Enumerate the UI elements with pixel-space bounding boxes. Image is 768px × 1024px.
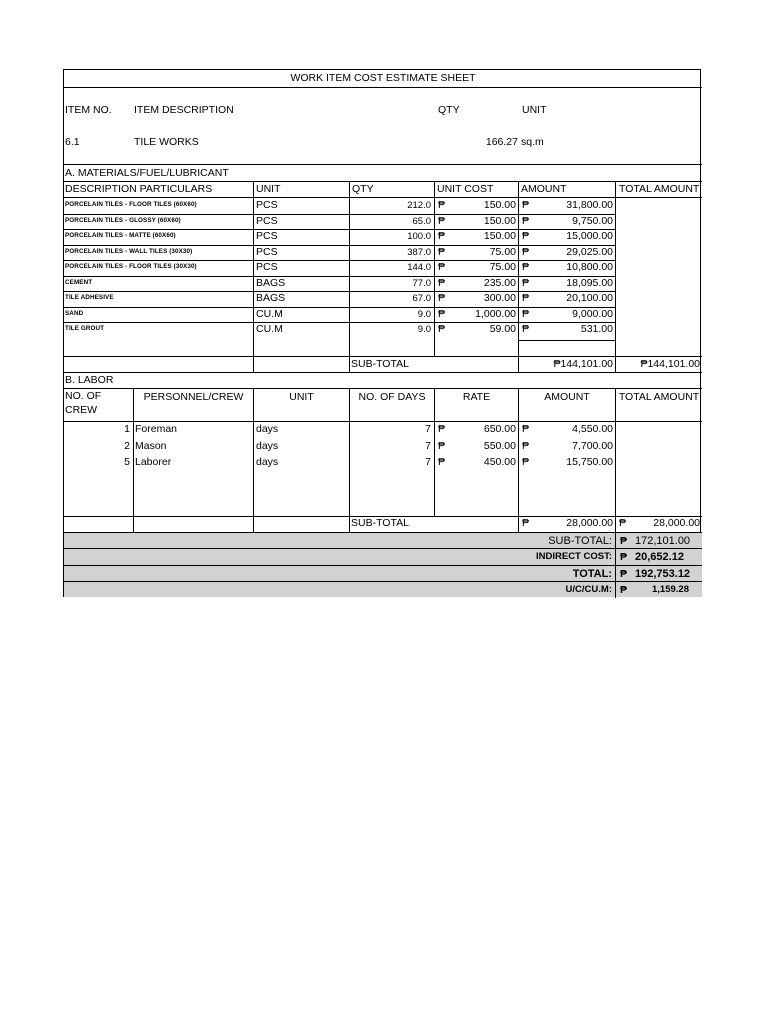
material-unit: BAGS	[256, 276, 286, 289]
material-description: PORCELAIN TILES - WALL TILES (30X30)	[65, 247, 193, 255]
col-labor-unit: UNIT	[289, 391, 314, 403]
divider	[64, 581, 702, 582]
peso-sign: ₱	[438, 214, 446, 227]
peso-sign: ₱	[438, 292, 446, 304]
col-labor-total: TOTAL AMOUNT	[618, 391, 700, 403]
labor-unit: days	[256, 439, 279, 452]
labor-crew-count: 5	[124, 456, 130, 468]
peso-sign: ₱	[620, 567, 628, 580]
divider	[349, 181, 350, 356]
materials-section-label: A. MATERIALS/FUEL/LUBRICANT	[65, 167, 229, 179]
labor-amount: 15,750.00	[566, 456, 613, 468]
divider	[133, 388, 134, 532]
material-description: PORCELAIN TILES - FLOOR TILES (60X60)	[65, 201, 197, 208]
item-no-value: 6.1	[65, 136, 80, 148]
labor-days: 7	[425, 456, 431, 468]
divider	[615, 181, 616, 356]
material-unit: PCS	[256, 261, 278, 273]
material-amount: 9,750.00	[572, 214, 613, 227]
divider	[64, 245, 615, 246]
peso-sign: ₱	[438, 323, 446, 335]
labor-rate: 650.00	[483, 423, 516, 435]
col-amount: AMOUNT	[521, 183, 567, 195]
peso-sign: ₱	[522, 230, 530, 242]
peso-sign: ₱	[522, 261, 530, 273]
material-unit-cost: 235.00	[483, 276, 516, 289]
material-unit: CU.M	[256, 307, 283, 320]
material-qty: 144.0	[407, 262, 431, 273]
material-qty: 100.0	[407, 231, 431, 242]
divider	[615, 388, 616, 532]
labor-personnel: Foreman	[135, 423, 178, 435]
divider	[615, 532, 616, 598]
labor-subtotal-amount: 28,000.00	[566, 517, 613, 529]
material-unit: PCS	[256, 245, 278, 258]
material-unit: PCS	[256, 214, 278, 227]
material-amount: 31,800.00	[566, 199, 613, 211]
peso-sign: ₱	[620, 583, 628, 596]
material-description: PORCELAIN TILES - FLOOR TILES (30X30)	[65, 263, 197, 270]
qty-value: 166.27	[485, 136, 518, 148]
divider	[434, 388, 435, 516]
summary-label: SUB-TOTAL:	[548, 535, 612, 547]
peso-sign: ₱	[522, 517, 530, 529]
material-amount: 10,800.00	[566, 261, 613, 273]
material-unit-cost: 300.00	[483, 292, 516, 304]
divider	[64, 388, 702, 389]
material-description: PORCELAIN TILES - GLOSSY (60X60)	[65, 216, 181, 224]
material-description: CEMENT	[65, 278, 93, 286]
divider	[518, 388, 519, 532]
material-unit-cost: 75.00	[489, 261, 516, 273]
item-no-label: ITEM NO.	[65, 104, 112, 116]
labor-unit: days	[256, 456, 279, 468]
peso-sign: ₱	[619, 517, 627, 529]
material-qty: 77.0	[412, 277, 431, 289]
peso-sign: ₱	[438, 245, 446, 258]
material-description: TILE GROUT	[65, 325, 105, 332]
material-description: TILE ADHESIVE	[65, 294, 114, 301]
divider	[64, 565, 702, 566]
material-unit-cost: 75.00	[489, 245, 516, 258]
summary-value: 192,753.12	[635, 567, 691, 580]
summary-label: TOTAL:	[572, 567, 612, 580]
summary-value: 172,101.00	[635, 535, 691, 547]
material-unit-cost: 150.00	[483, 199, 516, 211]
peso-sign: ₱	[438, 439, 446, 452]
qty-label: QTY	[438, 104, 460, 116]
material-amount: 18,095.00	[566, 276, 613, 289]
materials-subtotal-label: SUB-TOTAL	[351, 358, 409, 370]
divider	[349, 388, 350, 532]
labor-subtotal-label: SUB-TOTAL	[351, 517, 409, 529]
peso-sign: ₱	[438, 276, 446, 289]
divider	[518, 340, 615, 341]
material-amount: 9,000.00	[572, 307, 613, 320]
material-unit-cost: 150.00	[483, 214, 516, 227]
divider	[64, 548, 702, 549]
divider	[518, 356, 519, 372]
divider	[434, 181, 435, 356]
col-rate: RATE	[462, 391, 491, 403]
divider	[64, 291, 615, 292]
peso-sign: ₱	[522, 307, 530, 320]
peso-sign: ₱	[522, 423, 530, 435]
material-qty: 9.0	[417, 324, 431, 335]
material-amount: 531.00	[580, 323, 613, 335]
peso-sign: ₱	[438, 230, 446, 242]
peso-sign: ₱	[522, 276, 530, 289]
material-unit: PCS	[256, 230, 278, 242]
col-labor-amount: AMOUNT	[544, 391, 590, 403]
col-description: DESCRIPTION PARTICULARS	[65, 183, 213, 195]
col-unit-cost: UNIT COST	[437, 183, 494, 195]
labor-crew-count: 2	[124, 439, 130, 452]
labor-rate: 550.00	[483, 439, 516, 452]
peso-sign: ₱	[438, 423, 446, 435]
divider	[253, 388, 254, 532]
material-qty: 387.0	[407, 246, 431, 258]
material-unit: BAGS	[256, 292, 286, 304]
material-unit-cost: 1,000.00	[475, 307, 516, 320]
divider	[64, 229, 615, 230]
peso-sign: ₱	[522, 292, 530, 304]
peso-sign: ₱	[522, 323, 530, 335]
divider	[64, 164, 702, 165]
material-qty: 212.0	[407, 200, 431, 211]
divider	[64, 322, 615, 323]
materials-subtotal-total: ₱144,101.00	[640, 358, 700, 370]
material-unit-cost: 59.00	[489, 323, 516, 335]
col-total-amount: TOTAL AMOUNT	[619, 183, 700, 195]
material-qty: 67.0	[412, 293, 431, 304]
peso-sign: ₱	[438, 261, 446, 273]
labor-rate: 450.00	[483, 456, 516, 468]
material-unit: CU.M	[256, 323, 283, 335]
labor-personnel: Laborer	[135, 456, 172, 468]
peso-sign: ₱	[522, 214, 530, 227]
summary-value: 20,652.12	[635, 551, 684, 564]
divider	[64, 276, 615, 277]
divider	[253, 356, 254, 372]
peso-sign: ₱	[522, 456, 530, 468]
material-qty: 9.0	[417, 308, 431, 320]
divider	[349, 356, 350, 372]
peso-sign: ₱	[438, 456, 446, 468]
material-amount: 29,025.00	[566, 245, 613, 258]
col-qty: QTY	[352, 183, 374, 195]
peso-sign: ₱	[620, 551, 628, 564]
sheet-title: WORK ITEM COST ESTIMATE SHEET	[290, 72, 476, 84]
summary-label: U/C/CU.M:	[565, 583, 612, 595]
col-no-of-days: NO. OF DAYS	[358, 391, 426, 403]
material-unit-cost: 150.00	[483, 230, 516, 242]
labor-amount: 4,550.00	[572, 423, 613, 435]
peso-sign: ₱	[522, 245, 530, 258]
divider	[64, 372, 702, 373]
unit-value: sq.m	[521, 136, 544, 148]
peso-sign: ₱	[522, 439, 530, 452]
material-description: PORCELAIN TILES - MATTE (60X60)	[65, 232, 176, 239]
peso-sign: ₱	[438, 199, 446, 211]
materials-subtotal-amount: ₱144,101.00	[553, 358, 613, 370]
cost-estimate-sheet	[63, 69, 701, 597]
col-no-of-crew: NO. OF CREW	[65, 390, 102, 416]
col-unit: UNIT	[256, 183, 281, 195]
peso-sign: ₱	[620, 535, 628, 547]
labor-personnel: Mason	[135, 439, 167, 452]
material-unit: PCS	[256, 199, 278, 211]
material-description: SAND	[65, 309, 84, 317]
item-desc-value: TILE WORKS	[134, 136, 199, 148]
labor-days: 7	[425, 423, 431, 435]
divider	[253, 181, 254, 356]
divider	[64, 307, 615, 308]
material-amount: 20,100.00	[566, 292, 613, 304]
material-amount: 15,000.00	[566, 230, 613, 242]
divider	[64, 214, 615, 215]
labor-amount: 7,700.00	[572, 439, 613, 452]
labor-section-label: B. LABOR	[65, 374, 114, 386]
labor-subtotal-total: 28,000.00	[653, 517, 700, 529]
divider	[615, 356, 616, 372]
divider	[64, 260, 615, 261]
labor-days: 7	[425, 439, 431, 452]
summary-value: 1,159.28	[652, 583, 689, 595]
unit-label: UNIT	[522, 104, 547, 116]
divider	[64, 87, 702, 88]
peso-sign: ₱	[522, 199, 530, 211]
labor-unit: days	[256, 423, 279, 435]
peso-sign: ₱	[438, 307, 446, 320]
divider	[518, 181, 519, 356]
material-qty: 65.0	[412, 215, 431, 227]
item-desc-label: ITEM DESCRIPTION	[134, 104, 234, 116]
labor-crew-count: 1	[124, 423, 130, 435]
col-personnel: PERSONNEL/CREW	[143, 391, 244, 403]
summary-label: INDIRECT COST:	[536, 551, 612, 563]
